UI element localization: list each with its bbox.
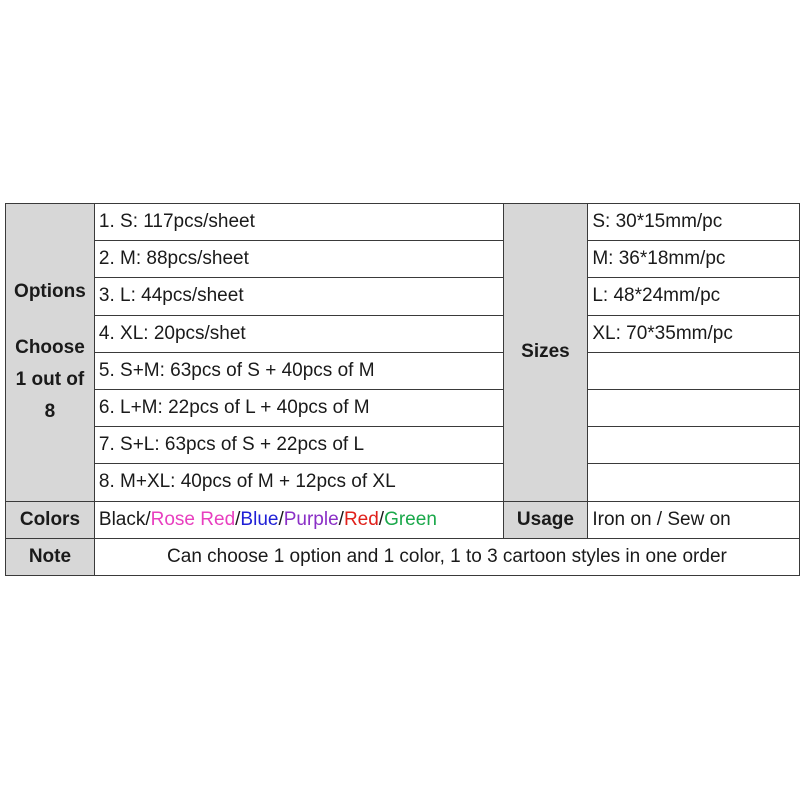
options-header-label: Options: [14, 281, 86, 303]
table-row: [6, 352, 800, 389]
options-count-label: 8: [44, 401, 56, 423]
option-item: 6. L+M: 22pcs of L + 40pcs of M: [94, 389, 503, 426]
color-separator: /: [235, 508, 241, 530]
option-item: 1. S: 117pcs/sheet: [94, 204, 503, 241]
size-empty-cell: [588, 427, 800, 464]
size-item: M: 36*18mm/pc: [588, 241, 800, 278]
colors-value-cell: [94, 501, 503, 538]
usage-header-cell: Usage: [503, 501, 588, 538]
table-row: [6, 278, 800, 315]
note-value-cell: Can choose 1 option and 1 color, 1 to 3 cartoon styles in one order: [94, 538, 799, 575]
table-row: [6, 501, 800, 538]
note-header-cell: Note: [6, 538, 95, 575]
usage-value-cell: Iron on / Sew on: [588, 501, 800, 538]
options-header-cell: [6, 204, 95, 502]
color-purple: Purple: [283, 508, 339, 530]
option-item: 4. XL: 20pcs/shet: [94, 315, 503, 352]
color-separator: /: [145, 508, 151, 530]
size-empty-cell: [588, 464, 800, 501]
options-out-of-label: 1 out of: [15, 369, 85, 391]
option-item: 7. S+L: 63pcs of S + 22pcs of L: [94, 427, 503, 464]
size-item: XL: 70*35mm/pc: [588, 315, 800, 352]
table-row: [6, 427, 800, 464]
color-separator: /: [278, 508, 284, 530]
sizes-header-cell: Sizes: [503, 204, 588, 502]
color-green: Green: [384, 508, 437, 530]
size-empty-cell: [588, 352, 800, 389]
color-rose-red: Rose Red: [150, 508, 236, 530]
size-item: L: 48*24mm/pc: [588, 278, 800, 315]
option-item: 8. M+XL: 40pcs of M + 12pcs of XL: [94, 464, 503, 501]
spec-table: [5, 203, 800, 576]
color-separator: /: [378, 508, 385, 530]
option-item: 3. L: 44pcs/sheet: [94, 278, 503, 315]
colors-header-cell: Colors: [6, 501, 95, 538]
table-row: [6, 315, 800, 352]
size-empty-cell: [588, 389, 800, 426]
color-red: Red: [343, 508, 379, 530]
table-row: [6, 241, 800, 278]
option-item: 2. M: 88pcs/sheet: [94, 241, 503, 278]
table-row: [6, 204, 800, 241]
options-choose-label: Choose: [15, 337, 85, 359]
table-row: [6, 389, 800, 426]
table-row: [6, 464, 800, 501]
option-item: 5. S+M: 63pcs of S + 40pcs of M: [94, 352, 503, 389]
color-blue: Blue: [240, 508, 279, 530]
color-separator: /: [338, 508, 344, 530]
table-row: [6, 538, 800, 575]
color-black: Black: [98, 508, 146, 530]
size-item: S: 30*15mm/pc: [588, 204, 800, 241]
